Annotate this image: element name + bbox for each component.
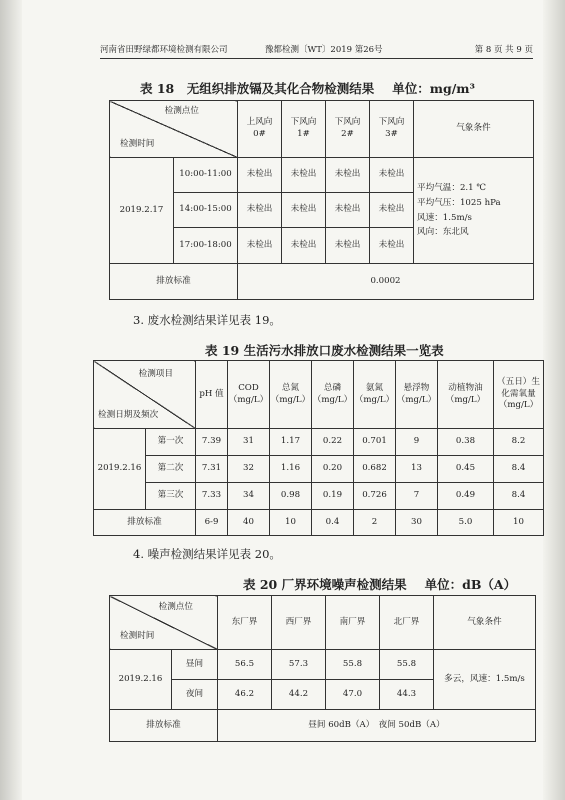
- table20-col-header: 东厂界: [218, 596, 272, 650]
- table19-cell: 0.726: [354, 483, 396, 510]
- table20-title: 表 20 厂界环境噪声检测结果: [243, 577, 407, 592]
- table19: [93, 360, 544, 536]
- table20-col-header: 西厂界: [272, 596, 326, 650]
- table18-cell: 未检出: [282, 228, 326, 264]
- table20: [109, 595, 536, 742]
- table20-corner-cell: [110, 596, 218, 650]
- table19-cell: 0.38: [438, 429, 494, 456]
- table18-corner-bottom: 检测时间: [120, 139, 155, 150]
- table18-title: 表 18 无组织排放镉及其化合物检测结果: [140, 81, 375, 96]
- table20-cell: 46.2: [218, 680, 272, 710]
- table19-cell: 1.17: [270, 429, 312, 456]
- table20-col-header: 南厂界: [326, 596, 380, 650]
- table19-col-header: 总氮 （mg/L）: [270, 361, 312, 429]
- table19-standard-cell: 6-9: [196, 510, 228, 536]
- table19-cell: 0.22: [312, 429, 354, 456]
- table19-cell: 1.16: [270, 456, 312, 483]
- table18-col-header: 下风向 3#: [370, 101, 414, 158]
- table20-row-label: 夜间: [172, 680, 218, 710]
- table20-col-header: 气象条件: [434, 596, 536, 650]
- table19-cell: 0.682: [354, 456, 396, 483]
- table18-weather-windspeed: 风速：1.5m/s: [417, 212, 472, 223]
- table18-cell: 未检出: [238, 228, 282, 264]
- table19-cell: 0.701: [354, 429, 396, 456]
- table18-cell: 未检出: [282, 158, 326, 193]
- table18-cell: 未检出: [238, 193, 282, 228]
- table18-corner-top: 检测点位: [164, 106, 199, 116]
- table18-weather-temp: 平均气温：2.1 ℃: [417, 183, 486, 194]
- table18-cell: 未检出: [238, 158, 282, 193]
- table19-row-label: 第三次: [146, 483, 196, 510]
- table19-col-header: 氨氮 （mg/L）: [354, 361, 396, 429]
- table19-row-label: 第一次: [146, 429, 196, 456]
- table18-cell: 未检出: [326, 228, 370, 264]
- table19-col-header: 动植物油 （mg/L）: [438, 361, 494, 429]
- table19-standard-cell: 2: [354, 510, 396, 536]
- table18-cell: 未检出: [282, 193, 326, 228]
- table18-cell: 未检出: [370, 158, 414, 193]
- table19-cell: 31: [228, 429, 270, 456]
- table19-standard-label: 排放标准: [94, 510, 196, 536]
- table18-standard-value: 0.0002: [238, 264, 534, 300]
- table19-corner-bottom: 检测日期及频次: [98, 410, 159, 421]
- table20-standard-value: 昼间 60dB（A） 夜间 50dB（A）: [218, 710, 536, 742]
- table18-date: 2019.2.17: [110, 158, 174, 264]
- table18: [109, 100, 534, 300]
- table18-caption: [140, 79, 475, 97]
- table19-standard-cell: 0.4: [312, 510, 354, 536]
- table20-row-label: 昼间: [172, 650, 218, 680]
- header-company: 河南省田野绿都环境检测有限公司: [100, 45, 228, 55]
- table18-cell: 未检出: [370, 228, 414, 264]
- header-page-number: 第 8 页 共 9 页: [474, 45, 533, 55]
- table20-cell: 56.5: [218, 650, 272, 680]
- table18-standard-label: 排放标准: [110, 264, 238, 300]
- table20-cell: 55.8: [326, 650, 380, 680]
- table18-col-header: 下风向 1#: [282, 101, 326, 158]
- table19-cell: 8.2: [494, 429, 544, 456]
- table19-cell: 34: [228, 483, 270, 510]
- table18-cell: 未检出: [326, 158, 370, 193]
- table20-cell: 55.8: [380, 650, 434, 680]
- table19-standard-cell: 40: [228, 510, 270, 536]
- table19-standard-cell: 30: [396, 510, 438, 536]
- table18-cell: 未检出: [370, 193, 414, 228]
- table20-cell: 47.0: [326, 680, 380, 710]
- page-header: [100, 43, 533, 59]
- table20-col-header: 北厂界: [380, 596, 434, 650]
- table19-cell: 0.49: [438, 483, 494, 510]
- table20-corner-bottom: 检测时间: [120, 631, 155, 642]
- table19-cell: 7.33: [196, 483, 228, 510]
- table19-col-header: （五日）生 化需氧量 （mg/L）: [494, 361, 544, 429]
- table19-cell: 32: [228, 456, 270, 483]
- table19-cell: 0.98: [270, 483, 312, 510]
- table18-weather: [414, 158, 534, 264]
- table19-date: 2019.2.16: [94, 429, 146, 510]
- table20-weather: 多云，风速：1.5m/s: [434, 650, 536, 710]
- note-noise: 4. 噪声检测结果详见表 20。: [133, 547, 281, 561]
- table20-caption: [243, 575, 516, 593]
- table20-standard-label: 排放标准: [110, 710, 218, 742]
- table19-cell: 7: [396, 483, 438, 510]
- table20-cell: 57.3: [272, 650, 326, 680]
- table18-weather-pressure: 平均气压：1025 hPa: [417, 197, 501, 208]
- table19-cell: 0.19: [312, 483, 354, 510]
- table20-date: 2019.2.16: [110, 650, 172, 710]
- table20-unit: 单位：dB（A）: [424, 577, 517, 592]
- table19-col-header: COD （mg/L）: [228, 361, 270, 429]
- table19-standard-cell: 5.0: [438, 510, 494, 536]
- table19-standard-cell: 10: [270, 510, 312, 536]
- table18-cell: 未检出: [326, 193, 370, 228]
- table20-corner-top: 检测点位: [158, 602, 193, 612]
- table19-col-header: 总磷 （mg/L）: [312, 361, 354, 429]
- table19-cell: 0.45: [438, 456, 494, 483]
- table19-corner-top: 检测项目: [138, 369, 173, 379]
- page-edge-right: [543, 0, 565, 800]
- table19-standard-cell: 10: [494, 510, 544, 536]
- table20-cell: 44.3: [380, 680, 434, 710]
- table18-col-header: 下风向 2#: [326, 101, 370, 158]
- table19-col-header: 悬浮物 （mg/L）: [396, 361, 438, 429]
- table19-cell: 8.4: [494, 483, 544, 510]
- table18-time: 17:00-18:00: [174, 228, 238, 264]
- table19-cell: 0.20: [312, 456, 354, 483]
- table19-caption: 表 19 生活污水排放口废水检测结果一览表: [205, 343, 444, 358]
- table19-cell: 7.39: [196, 429, 228, 456]
- table18-col-header: 气象条件: [414, 101, 534, 158]
- note-wastewater: 3. 废水检测结果详见表 19。: [133, 313, 281, 327]
- header-report-number: 豫都检测〔WT〕2019 第26号: [265, 45, 383, 55]
- table20-cell: 44.2: [272, 680, 326, 710]
- table18-corner-cell: [110, 101, 238, 158]
- table18-time: 10:00-11:00: [174, 158, 238, 193]
- table19-cell: 13: [396, 456, 438, 483]
- page-edge-left: [0, 0, 22, 800]
- table18-time: 14:00-15:00: [174, 193, 238, 228]
- table19-cell: 9: [396, 429, 438, 456]
- table19-col-header: pH 值: [196, 361, 228, 429]
- table19-cell: 7.31: [196, 456, 228, 483]
- table18-col-header: 上风向 0#: [238, 101, 282, 158]
- table18-weather-winddir: 风向：东北风: [417, 227, 469, 238]
- table19-corner-cell: [94, 361, 196, 429]
- table19-cell: 8.4: [494, 456, 544, 483]
- table19-row-label: 第二次: [146, 456, 196, 483]
- table18-unit: 单位：mg/m³: [392, 81, 475, 96]
